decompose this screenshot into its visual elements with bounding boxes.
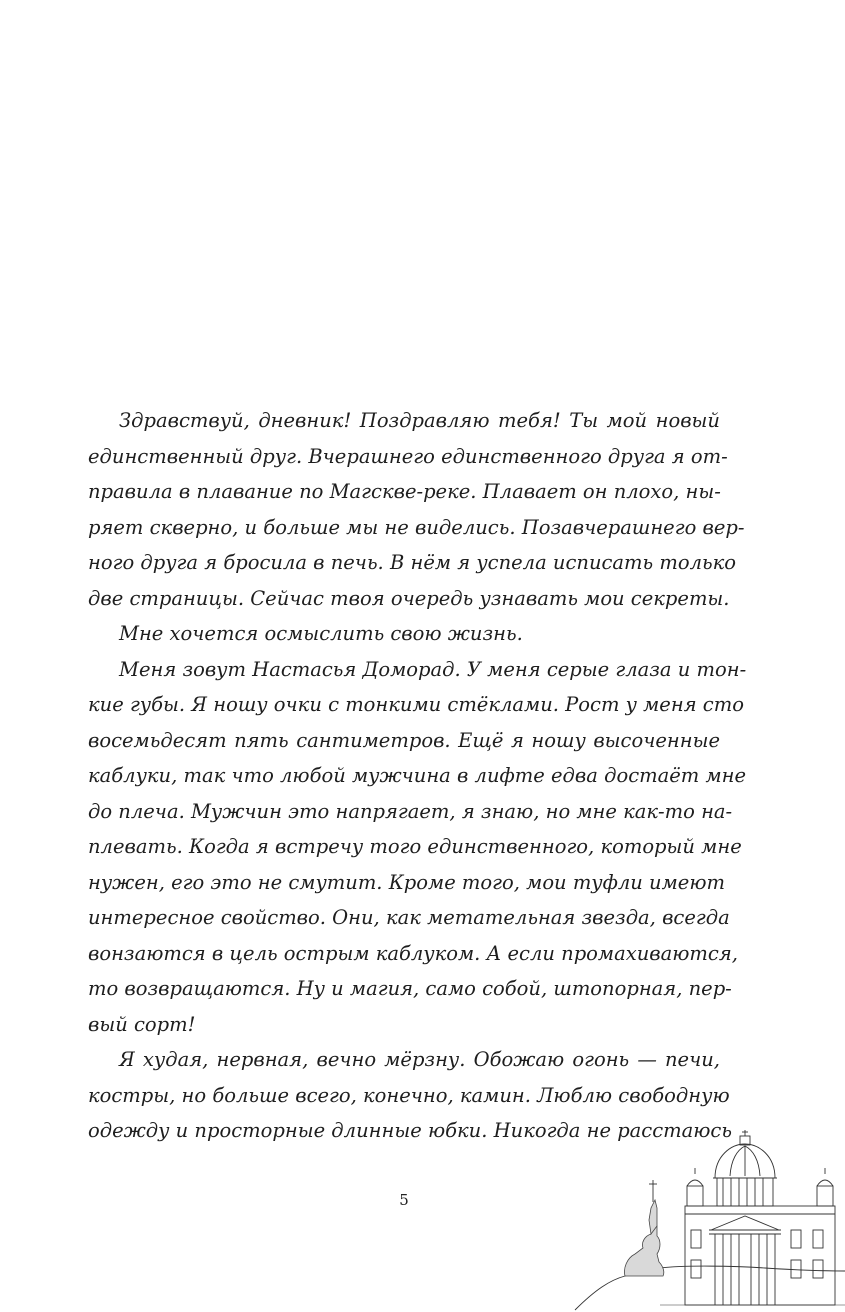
text-line: Мне хочется осмыслить свою жизнь. <box>119 622 523 645</box>
cathedral-drawing <box>685 1130 835 1305</box>
text-line: вый сорт! <box>88 1012 196 1036</box>
text-line: вонзаются в цель острым каблуком. А если промахиваются, <box>88 941 738 965</box>
text-line: костры, но больше всего, конечно, камин. Люблю свободную <box>88 1083 730 1107</box>
text-line: плевать. Когда я встречу того единственного, который мне <box>88 835 742 858</box>
rock-outline <box>575 1266 845 1310</box>
text-line: нужен, его это не смутит. Кроме того, мои туфли имеют <box>88 870 725 894</box>
text-line: ного друга я бросила в печь. В нём я успела исписать только <box>88 551 737 574</box>
text-line: Здравствуй, дневник! Поздравляю тебя! Ты мой новый <box>119 409 720 432</box>
text-line: каблуки, так что любой мужчина в лифте едва достаёт мне <box>88 764 747 787</box>
text-line: правила в плавание по Магскве-реке. Плавает он плохо, ны- <box>88 480 721 503</box>
text-line: интересное свойство. Они, как метательная звезда, всегда <box>88 906 730 929</box>
text-line: до плеча. Мужчин это напрягает, я знаю, но мне как-то на- <box>88 799 733 823</box>
text-line: восемьдесят пять сантиметров. Ещё я ношу высоченные <box>88 728 720 752</box>
text-line: две страницы. Сейчас твоя очередь узнавать мои секреты. <box>88 586 730 610</box>
main-text <box>88 403 747 1149</box>
text-line: единственный друг. Вчерашнего единственного друга я от- <box>88 444 728 468</box>
text-line: Меня зовут Настасья Доморад. У меня серые глаза и тон- <box>119 657 747 681</box>
text-line: ряет скверно, и больше мы не виделись. Позавчерашнего вер- <box>88 515 745 539</box>
cathedral-illustration <box>565 1130 845 1312</box>
horseman-icon <box>624 1200 663 1276</box>
text-line: Я худая, нервная, вечно мёрзну. Обожаю огонь — печи, <box>119 1048 720 1071</box>
page-number: 5 <box>399 1191 409 1209</box>
text-line: кие губы. Я ношу очки с тонкими стёклами. Рост у меня сто <box>88 693 744 716</box>
text-line: одежду и просторные длинные юбки. Никогда не расстаюсь <box>88 1119 732 1142</box>
text-line: то возвращаются. Ну и магия, само собой, штопорная, пер- <box>88 977 732 1000</box>
